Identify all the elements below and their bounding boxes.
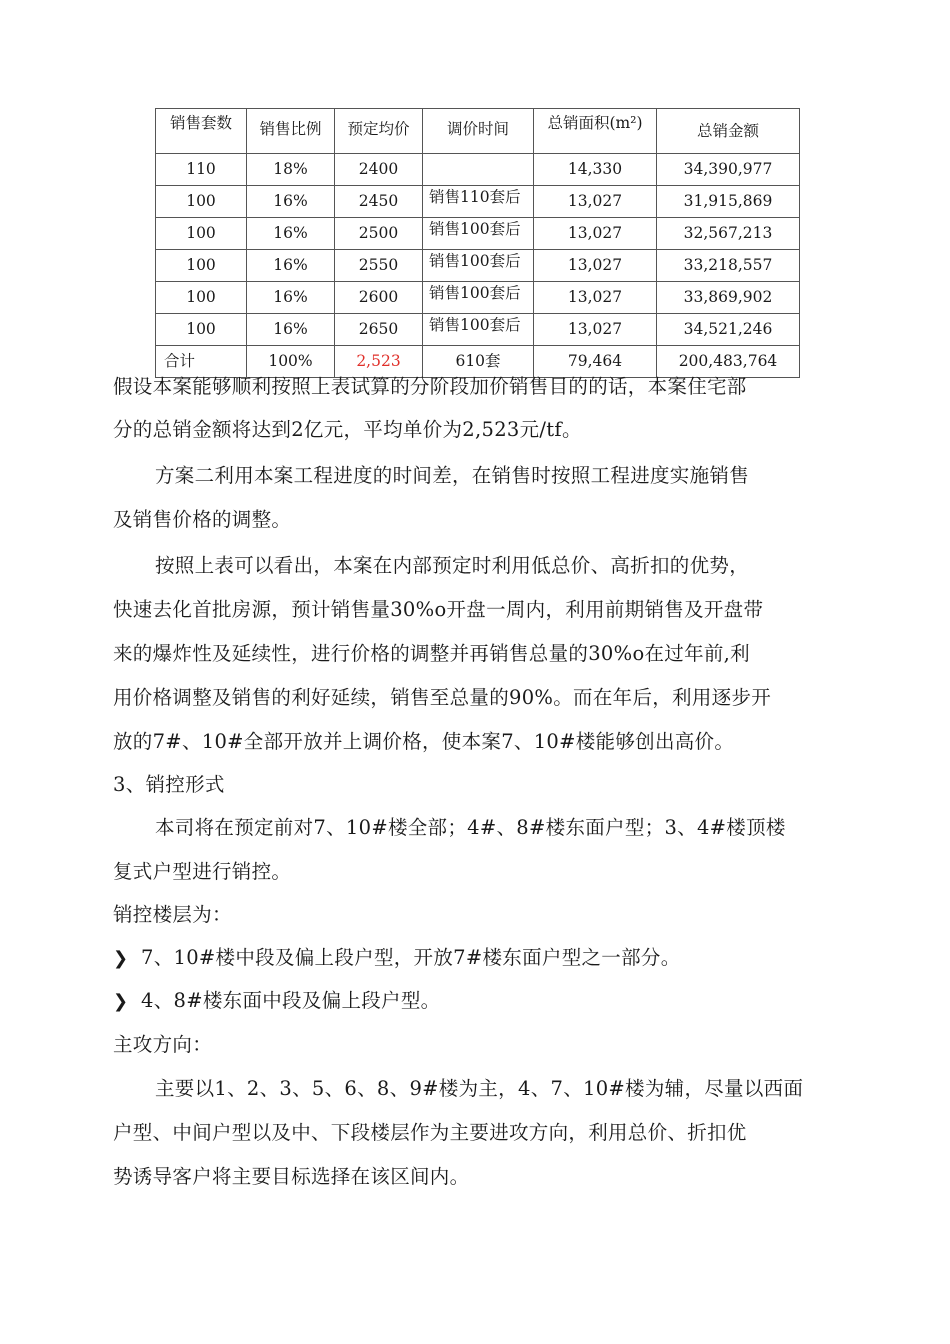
header-cell: 销售比例 — [247, 109, 335, 154]
table-cell: 13,027 — [534, 250, 657, 282]
table-cell: 2500 — [335, 218, 423, 250]
paragraph-line: 本司将在预定前对7、10#楼全部；4#、8#楼东面户型；3、4#楼顶楼 — [155, 816, 786, 839]
paragraph-line: 复式户型进行销控。 — [113, 860, 292, 883]
table-cell: 合计 — [156, 346, 247, 378]
table-cell: 销售100套后 — [423, 250, 534, 282]
table-cell: 110 — [156, 154, 247, 186]
subheading: 销控楼层为： — [113, 903, 232, 926]
header-cell: 销售套数 — [156, 109, 247, 154]
bullet-item — [113, 937, 843, 979]
table-cell: 34,390,977 — [657, 154, 800, 186]
header-cell: 调价时间 — [423, 109, 534, 154]
chevron-right-icon: ❯ — [113, 991, 129, 1012]
table-cell — [423, 154, 534, 186]
table-cell: 18% — [247, 154, 335, 186]
paragraph-line: 户型、中间户型以及中、下段楼层作为主要进攻方向，利用总价、折扣优 — [113, 1121, 747, 1144]
table-cell: 610套 — [423, 346, 534, 378]
table-cell: 16% — [247, 314, 335, 346]
paragraph-line: 快速去化首批房源，预计销售量30%o开盘一周内，利用前期销售及开盘带 — [113, 598, 764, 621]
table-cell: 200,483,764 — [657, 346, 800, 378]
paragraph-line: 按照上表可以看出，本案在内部预定时利用低总价、高折扣的优势， — [155, 554, 750, 577]
table-cell: 13,027 — [534, 314, 657, 346]
table-cell: 13,027 — [534, 218, 657, 250]
table-cell: 2650 — [335, 314, 423, 346]
table-cell: 销售110套后 — [423, 186, 534, 218]
bullet-item — [113, 980, 843, 1022]
table-row — [156, 314, 800, 346]
table-cell: 100 — [156, 314, 247, 346]
paragraph-line: 主要以1、2、3、5、6、8、9#楼为主，4、7、10#楼为辅，尽量以西面 — [155, 1077, 804, 1100]
table-cell: 2550 — [335, 250, 423, 282]
section-heading: 3、销控形式 — [113, 773, 225, 796]
average-price-highlight: 2,523 — [335, 346, 423, 378]
chevron-right-icon: ❯ — [113, 948, 129, 969]
table-cell: 16% — [247, 218, 335, 250]
table-cell: 33,869,902 — [657, 282, 800, 314]
table-row — [156, 186, 800, 218]
paragraph-line: 分的总销金额将达到2亿元，平均单价为2,523元/tf。 — [113, 418, 582, 441]
table-cell: 16% — [247, 250, 335, 282]
table-cell: 34,521,246 — [657, 314, 800, 346]
paragraph-line: 来的爆炸性及延续性，进行价格的调整并再销售总量的30%o在过年前,利 — [113, 642, 750, 665]
table-cell: 100% — [247, 346, 335, 378]
paragraph-line: 及销售价格的调整。 — [113, 508, 292, 531]
subheading: 主攻方向： — [113, 1033, 213, 1056]
table-cell: 33,218,557 — [657, 250, 800, 282]
paragraph-line: 放的7#、10#全部开放并上调价格，使本案7、10#楼能够创出高价。 — [113, 730, 735, 753]
paragraph-line: 假设本案能够顺利按照上表试算的分阶段加价销售目的的话，本案住宅部 — [113, 375, 747, 398]
table-row — [156, 218, 800, 250]
table-cell: 14,330 — [534, 154, 657, 186]
table-cell: 2600 — [335, 282, 423, 314]
paragraph-line: 用价格调整及销售的利好延续，销售至总量的90%。而在年后，利用逐步开 — [113, 686, 772, 709]
table-cell: 32,567,213 — [657, 218, 800, 250]
table-row — [156, 154, 800, 186]
bullet-text: 7、10#楼中段及偏上段户型，开放7#楼东面户型之一部分。 — [141, 946, 681, 969]
table-header-row — [156, 109, 800, 154]
paragraph-line: 方案二利用本案工程进度的时间差，在销售时按照工程进度实施销售 — [155, 464, 750, 487]
table-cell: 13,027 — [534, 282, 657, 314]
table-cell: 100 — [156, 186, 247, 218]
table-row — [156, 282, 800, 314]
table-cell: 100 — [156, 250, 247, 282]
table-cell: 2450 — [335, 186, 423, 218]
table-cell: 31,915,869 — [657, 186, 800, 218]
table-cell: 16% — [247, 186, 335, 218]
header-cell: 总销面积(m²) — [534, 109, 657, 154]
header-cell: 预定均价 — [335, 109, 423, 154]
table-cell: 100 — [156, 282, 247, 314]
table-cell: 销售100套后 — [423, 282, 534, 314]
table-cell: 销售100套后 — [423, 218, 534, 250]
table-cell: 79,464 — [534, 346, 657, 378]
header-cell: 总销金额 — [657, 109, 800, 154]
table-cell: 13,027 — [534, 186, 657, 218]
sales-price-table — [155, 108, 800, 378]
paragraph-line: 势诱导客户将主要目标选择在该区间内。 — [113, 1165, 470, 1188]
table-row — [156, 250, 800, 282]
table-cell: 100 — [156, 218, 247, 250]
table-cell: 2400 — [335, 154, 423, 186]
bullet-text: 4、8#楼东面中段及偏上段户型。 — [141, 989, 441, 1012]
table-cell: 16% — [247, 282, 335, 314]
table-cell: 销售100套后 — [423, 314, 534, 346]
